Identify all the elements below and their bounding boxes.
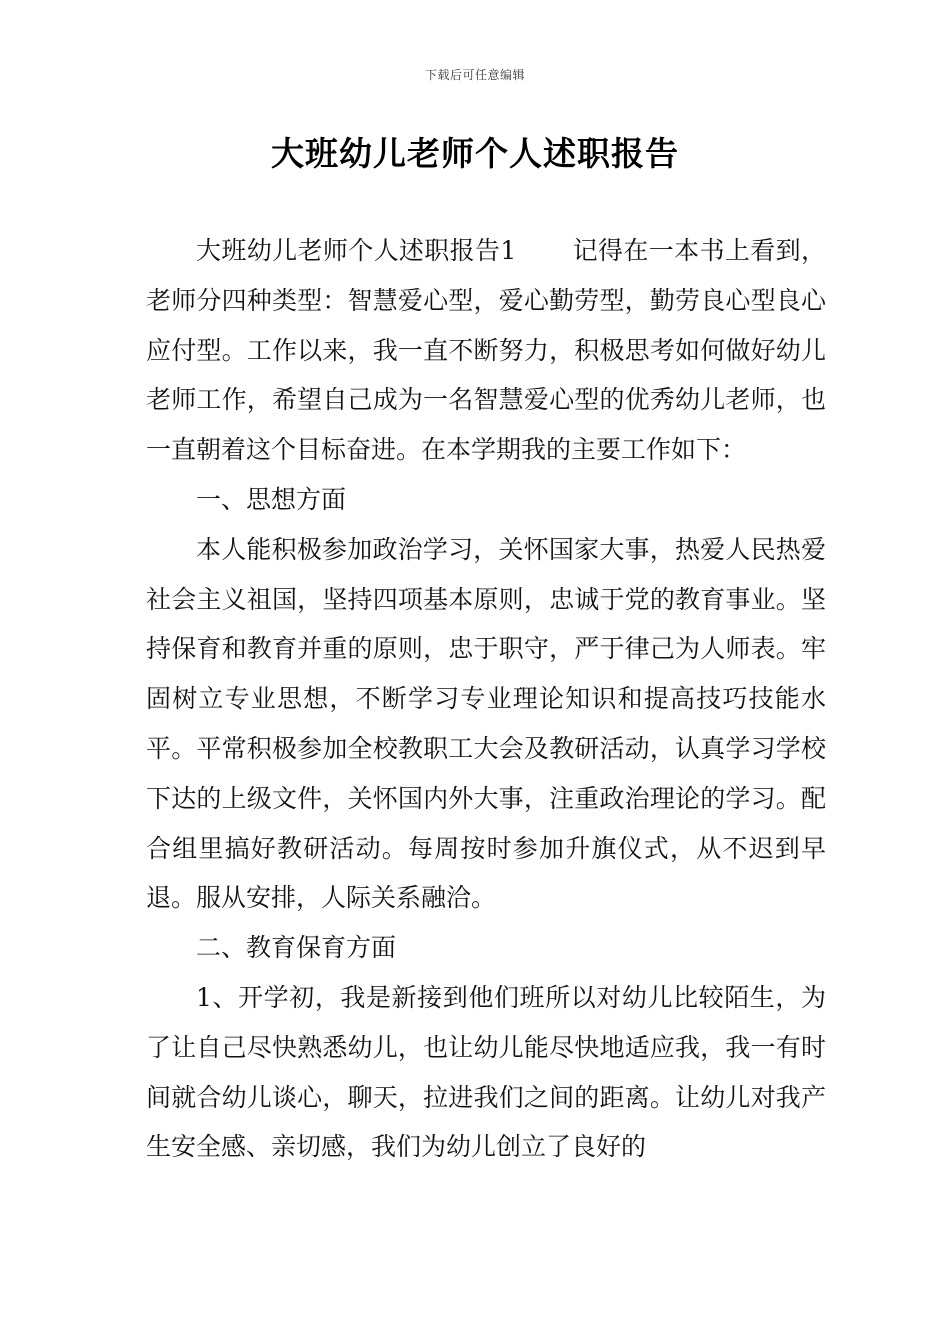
intro-heading: 大班幼儿老师个人述职报告1: [196, 236, 517, 265]
section-heading-thought: 一、思想方面: [196, 484, 347, 514]
intro-text: 记得在一本书上看到，老师分四种类型：智慧爱心型，爱心勤劳型，勤劳良心型良心应付型。工作以来，我一直不断努力，积极思考如何做好幼儿老师工作，希望自己成为一名智慧爱心型的优秀幼儿老师，也一直朝着这个目标奋进。在本学期我的主要工作如下：: [146, 236, 826, 465]
section-paragraph-thought: 本人能积极参加政治学习，关怀国家大事，热爱人民热爱社会主义祖国，坚持四项基本原则，忠诚于党的教育事业。坚持保育和教育并重的原则，忠于职守，严于律己为人师表。牢固树立专业思想，不断学习专业理论知识和提高技巧技能水平。平常积极参加全校教职工大会及教研活动，认真学习学校下达的上级文件，关怀国内外大事，注重政治理论的学习。配合组里搞好教研活动。每周按时参加升旗仪式，从不迟到早退。服从安排，人际关系融洽。: [146, 534, 826, 913]
section-paragraph-education: 1、开学初，我是新接到他们班所以对幼儿比较陌生，为了让自己尽快熟悉幼儿，也让幼儿能尽快地适应我，我一有时间就合幼儿谈心，聊天，拉进我们之间的距离。让幼儿对我产生安全感、亲切感，我们为幼儿创立了良好的: [146, 982, 826, 1162]
intro-paragraph: [146, 226, 826, 475]
page-title: 大班幼儿老师个人述职报告: [271, 134, 679, 173]
header-note: 下载后可任意编辑: [424, 68, 525, 82]
section-heading-education: 二、教育保育方面: [196, 933, 397, 963]
document-body: [146, 226, 826, 1172]
